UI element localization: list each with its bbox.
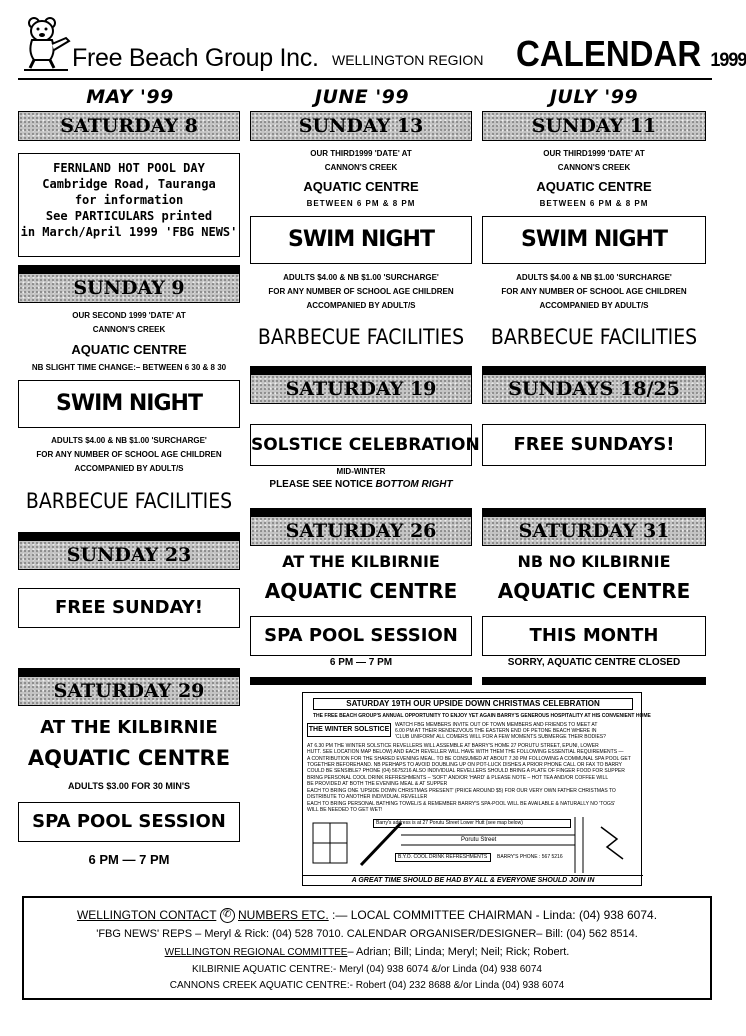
map-street-label: Porutu Street [461,837,497,843]
header-rule [18,78,712,80]
may-sat29-heading: SATURDAY 29 [18,676,240,706]
footer-line-committee [24,946,710,958]
footer-contact-heading: WELLINGTON CONTACT [76,908,217,922]
notice-bullet2b: TOGETHER BEFOREHAND. NB PERHAPS TO AVOID DOUBLING UP ON POT-LUCK DISHES A PRIOR PHONE CALL OR FAX TO BARRY [307,762,622,768]
june-sun13-date-note: OUR THIRD1999 'DATE' AT [310,149,412,158]
june-sun13-accompanied: ACCOMPANIED BY ADULT/S [306,301,416,310]
june-sat19-event: SOLSTICE CELEBRATION [250,424,472,466]
calendar-year: 1999 [710,48,746,71]
july-sun18-event: FREE SUNDAYS! [482,424,706,466]
july-sun18-bar [482,366,706,374]
july-sun11-venue: CANNON'S CREEK [557,163,631,172]
july-sun11-accompanied: ACCOMPANIED BY ADULT/S [539,301,649,310]
may-sun9-time-change: NB SLIGHT TIME CHANGE:– BETWEEN 6 30 & 8 30 [31,363,227,372]
may-sun9-price: ADULTS $4.00 & NB $1.00 'SURCHARGE' [51,436,207,445]
july-sat31-line1: NB NO KILBIRNIE [517,552,671,571]
july-sat31-note: SORRY, AQUATIC CENTRE CLOSED [507,657,681,668]
june-sat19-line2b: BOTTOM RIGHT [375,479,453,490]
notice-bullet4: EACH TO BRING ONE 'UPSIDE DOWN CHRISTMAS PRESENT' (PRICE AROUND $5) FOR OUR VERY OWN FATHER CHRISTMAS TO [307,788,616,794]
july-sat31-line2: AQUATIC CENTRE [497,579,691,603]
june-sat26-event: SPA POOL SESSION [250,616,472,656]
may-sun9-heading: SUNDAY 9 [18,273,240,303]
june-sun13-time: BETWEEN 6 PM & 8 PM [306,199,416,208]
june-sat26-heading: SATURDAY 26 [250,516,472,546]
july-sun11-heading: SUNDAY 11 [482,111,706,141]
footer-reps: 'FBG NEWS' REPS – Meryl & Rick: (04) 528 7010. CALENDAR ORGANISER/DESIGNER– Bill: (04) 562 8514. [96,928,638,940]
june-sun13-children: FOR ANY NUMBER OF SCHOOL AGE CHILDREN [268,287,454,296]
july-sat31-heading: SATURDAY 31 [482,516,706,546]
contacts-box [22,896,712,1000]
july-sun11-time: BETWEEN 6 PM & 8 PM [539,199,649,208]
may-sun9-centre: AQUATIC CENTRE [71,342,187,357]
july-sun11-bbq: BARBECUE FACILITIES [490,325,698,349]
may-sun9-venue: CANNON'S CREEK [92,325,166,334]
notice-bullet3: BRING PERSONAL COOL DRINK REFRESHMENTS – 'SOFT' AND/OR 'HARD' & PLEASE NOTE – HOT TEA AND/OR COFFEE WILL [307,775,609,781]
may-sat29-price: ADULTS $3.00 FOR 30 MIN'S [67,781,190,791]
june-sat19-bar [250,366,472,374]
notice-title: SATURDAY 19TH OUR UPSIDE DOWN CHRISTMAS CELEBRATION [313,698,633,710]
may-sun9-bbq: BARBECUE FACILITIES [25,489,233,513]
june-sun13-price: ADULTS $4.00 & NB $1.00 'SURCHARGE' [283,273,439,282]
june-sun13-centre: AQUATIC CENTRE [303,179,419,194]
july-sun18-heading: SUNDAYS 18/25 [482,374,706,404]
phone-circle-icon: ✆ [220,908,235,923]
notice-bullet2c: COULD BE SENSIBLE? PHONE (04) 5675216 ALSO INDIVIDUAL REVELLERS SHOULD BRING A PLATE OF FINGER FOOD FOR SUPPER [307,768,625,774]
june-sun13-heading: SUNDAY 13 [250,111,472,141]
notice-bullet5b: WILL BE NEEDED TO GET WET! [307,807,383,813]
notice-bullet1: AT 6.30 PM THE WINTER SOLSTICE REVELLERS WILL ASSEMBLE AT BARRY'S HOME 27 PORUTU STREET, EPUNI, LOWER [307,743,599,749]
june-sat26-time: 6 PM — 7 PM [329,657,393,668]
solstice-notice [302,692,651,886]
june-sat19-heading: SATURDAY 19 [250,374,472,404]
june-sat26-line2: AQUATIC CENTRE [264,579,458,603]
may-sat8-title: FERNLAND HOT POOL DAY [53,161,205,175]
month-july: JULY '99 [549,86,639,108]
map-drinks: B.Y.O. COOL DRINK REFRESHMENTS [395,853,491,862]
region-name: WELLINGTON REGION [332,52,484,68]
footer-kilbirnie: KILBIRNIE AQUATIC CENTRE:- Meryl (04) 938 6074 &/or Linda (04) 938 6074 [192,964,542,975]
june-sat19-line1: MID-WINTER [336,467,386,476]
may-sat8-line4: in March/April 1999 'FBG NEWS' [20,225,238,239]
may-sat8-box [18,153,240,257]
may-sat29-event: SPA POOL SESSION [18,802,240,842]
location-map [311,817,629,873]
june-sun13-bbq: BARBECUE FACILITIES [257,325,465,349]
may-sun23-bar [18,532,240,540]
notice-bullet1b: HUTT. SEE LOCATION MAP BELOW) AND EACH REVELLER WILL HAVE WITH THEM THE FOLLOWING ESSENTIAL REQUIREMENTS — [307,749,624,755]
notice-bullet2: A CONTRIBUTION FOR THE SHARED EVENING MEAL. TO BE CONSUMED AT ABOUT 7.30 PM FOLLOWING A COMMUNAL SPA POOL GET [307,756,631,762]
june-sat19-line2 [250,478,472,492]
july-end-bar [482,677,706,685]
july-sun11-date-note: OUR THIRD1999 'DATE' AT [543,149,645,158]
may-sat8-line2: for information [74,193,184,207]
may-sun9-date-note: OUR SECOND 1999 'DATE' AT [72,311,186,320]
calendar-word: CALENDAR [516,33,702,74]
notice-bullet3b: BE PROVIDED AT BOTH THE EVENING MEAL & AT SUPPER [307,781,448,787]
map-address: Barry's address is at 27 Porutu Street Lower Hutt (see map below) [373,819,571,828]
june-sat26-line1: AT THE KILBIRNIE [282,552,440,571]
may-sat29-line1: AT THE KILBIRNIE [40,717,218,738]
calendar-title [516,33,746,75]
may-sun9-children: FOR ANY NUMBER OF SCHOOL AGE CHILDREN [36,450,222,459]
july-sun11-event: SWIM NIGHT [482,216,706,264]
notice-intro1: WATCH FBG MEMBERS INVITE OUT OF TOWN MEMBERS AND FRIENDS TO MEET AT [395,722,598,728]
june-sat19-line2a: PLEASE SEE NOTICE [269,479,376,490]
june-end-bar [250,677,472,685]
notice-box-label: THE WINTER SOLSTICE [307,723,391,737]
july-sat31-event: THIS MONTH [482,616,706,656]
may-sat29-line2: AQUATIC CENTRE [27,746,231,770]
may-sun23-heading: SUNDAY 23 [18,540,240,570]
may-sun9-accompanied: ACCOMPANIED BY ADULT/S [74,464,184,473]
may-sun9-event: SWIM NIGHT [18,380,240,428]
footer-cannons: CANNONS CREEK AQUATIC CENTRE:- Robert (04) 232 8688 &/or Linda (04) 938 6074 [169,980,565,991]
july-sat31-bar [482,508,706,516]
may-sat29-time: 6 PM — 7 PM [88,852,170,867]
bear-logo [22,14,72,72]
notice-subtitle: THE FREE BEACH GROUP'S ANNUAL OPPORTUNITY TO ENJOY YET AGAIN BARRY'S GENEROUS HOSPITALITY AT HIS CONVENIENT HOME [313,713,651,719]
footer-committee-label: WELLINGTON REGIONAL COMMITTEE [164,947,348,958]
june-sun13-event: SWIM NIGHT [250,216,472,264]
org-name: Free Beach Group Inc. [72,44,319,72]
may-sat29-bar [18,668,240,676]
july-sun11-centre: AQUATIC CENTRE [536,179,652,194]
notice-intro3: 'CLUB UNIFORM' ALL COMERS WILL FOR A FEW MOMENTS SUBMERGE THEIR BODIES? [395,734,606,740]
footer-chairman: :— LOCAL COMMITTEE CHAIRMAN - Linda: (04) 938 6074. [332,908,658,922]
notice-intro2: 6.00 PM AT THEIR RENDEZVOUS THE EASTERN END OF PETONE BEACH WHERE IN [395,728,597,734]
footer-contact-heading2: NUMBERS ETC. [238,908,329,922]
july-sun11-children: FOR ANY NUMBER OF SCHOOL AGE CHILDREN [501,287,687,296]
may-sun9-bar [18,265,240,273]
may-sat8-heading: SATURDAY 8 [18,111,240,141]
month-june: JUNE '99 [314,86,410,108]
may-sat8-line1: Cambridge Road, Tauranga [42,177,216,191]
footer-committee: – Adrian; Bill; Linda; Meryl; Neil; Rick; Robert. [347,946,570,958]
month-may: MAY '99 [86,86,174,108]
notice-bullet5: EACH TO BRING PERSONAL BATHING TOWEL/S & REMEMBER BARRY'S SPA-POOL WILL BE AVAILABLE & NATURALLY NO 'TOGS' [307,801,616,807]
notice-bullet4b: DISTRIBUTE TO ANOTHER INDIVIDUAL REVELLER [307,794,428,800]
may-sun23-event: FREE SUNDAY! [18,588,240,628]
may-sat8-line3: See PARTICULARS printed [45,209,213,223]
notice-footer: A GREAT TIME SHOULD BE HAD BY ALL & EVERYONE SHOULD JOIN IN [303,875,643,886]
footer-line-chairman [24,908,710,923]
june-sat26-bar [250,508,472,516]
june-sun13-venue: CANNON'S CREEK [324,163,398,172]
map-phone: BARRY'S PHONE : 567 5216 [497,854,563,860]
july-sun11-price: ADULTS $4.00 & NB $1.00 'SURCHARGE' [516,273,672,282]
